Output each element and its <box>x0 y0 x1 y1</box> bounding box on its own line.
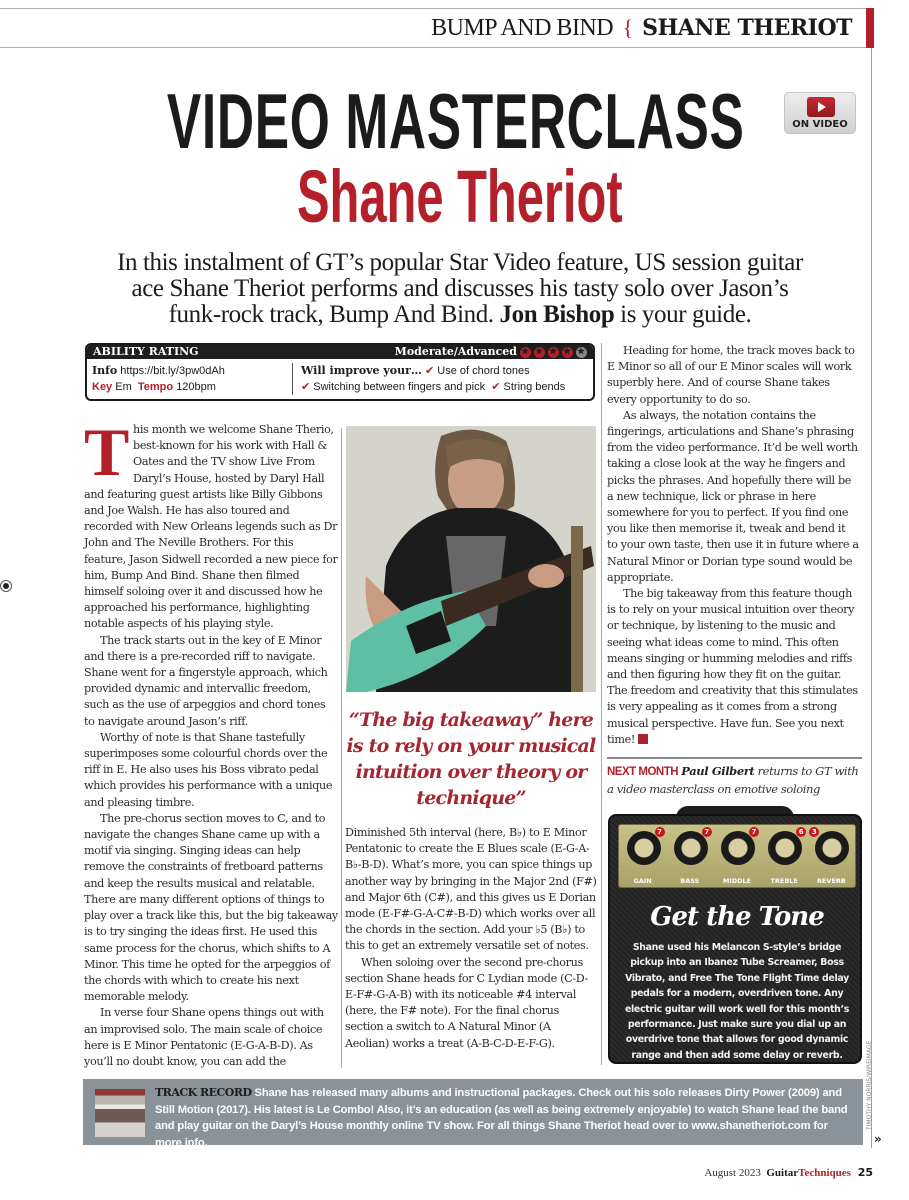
drop-cap: T <box>84 414 130 490</box>
section-tab <box>866 8 874 48</box>
track-record-body: Shane has released many albums and instructional packages. Check out his solo releases Dirty Power (2009) and Still Motion (2017). His latest is Le Combo! Also, it’s an education (as well as being extremely enjoyable) to watch Shane lead the band and play guitar on the Daryl’s House monthly online TV show. For all things Shane Theriot head over to www.shanetheriot.com for more info. <box>155 1087 848 1149</box>
guitarist-image <box>346 426 596 692</box>
running-header <box>0 8 866 48</box>
ability-rating-box <box>85 343 595 401</box>
knob-label: TREBLE <box>770 877 798 885</box>
amp-cabinet <box>608 814 862 1064</box>
knob-value: 6 <box>796 827 806 837</box>
paragraph: The big takeaway from this feature though is to rely on your musical intuition over theory or technique, by listening to the music and seeing what ideas come to mind. This often means singing or humming melodies and riffs and then figuring how they fit on the guitar. The freedom and creativity that this stimulates is very appealing as it comes from a strong musical perspective. Have fun. See you next time! <box>607 587 858 746</box>
paragraph: Heading for home, the track moves back to E Minor so all of our E Minor scales will work superbly here. And of course Shane takes every opportunity to do so. <box>607 344 855 406</box>
article-column-1 <box>84 414 338 1070</box>
paragraph: The pre-chorus section moves to C, and to navigate the changes Shane came up with a motif via singing. Singing ideas can help remove the constraints of fretboard patterns and keep the results musical and relatable. There are many different options of things to play over a track like this, but the big takeaway is to try singing the ideas first. He used this same process for the chorus, which shifts to A Minor. This time he opted for the arpeggios of the chords with which to create his next memorable melody. <box>84 811 338 1004</box>
photo-credit: TIMOTHY NORRIS/WIREIMAGE <box>866 1040 873 1130</box>
magazine-brand: Guitar <box>766 1167 799 1179</box>
star-empty-icon <box>576 347 587 358</box>
track-record-box <box>83 1079 863 1149</box>
knob-icon <box>815 831 849 865</box>
paragraph: his month we welcome Shane Therio, best-known for his work with Hall & Oates and the TV show Live From Daryl’s House, hosted by Daryl Hall and featuring guest artists like Billy Gibbons and Joe Walsh. He has also toured and recorded with New Orleans legends such as Dr John and The Neville Brothers. For this feature, Jason Sidwell recorded a new piece for him, Bump And Bind. Shane then filmed himself soloing over it and discussed how he approached his performance, highlighting notable aspects of his playing style. <box>84 423 338 631</box>
running-header-text <box>431 15 852 42</box>
knob-label: GAIN <box>633 877 652 885</box>
continue-arrow-icon: » <box>874 1132 882 1146</box>
section-name: BUMP AND BIND <box>431 15 614 41</box>
artist-name: SHANE THERIOT <box>642 15 852 41</box>
get-the-tone-title: Get the Tone <box>650 902 824 932</box>
knob-icon <box>768 831 802 865</box>
pull-quote: “The big takeaway” here is to rely on your musical intuition over theory or technique” <box>346 709 596 809</box>
key-label: Key <box>92 381 113 393</box>
ability-rating-bar <box>87 345 593 359</box>
star-filled-icon <box>520 347 531 358</box>
album-cover-thumbnail <box>95 1089 145 1137</box>
knob-icon <box>674 831 708 865</box>
registration-mark-icon <box>0 580 12 592</box>
knob-label: BASS <box>680 877 700 885</box>
article-column-3 <box>607 343 859 748</box>
improve-item: Switching between fingers and pick <box>313 381 486 393</box>
track-record-label: TRACK RECORD <box>155 1086 252 1099</box>
knob-icon <box>721 831 755 865</box>
knob-treble <box>762 825 806 887</box>
knob-label: REVERB <box>816 877 846 885</box>
knob-value: 7 <box>655 827 665 837</box>
separator-brace: { <box>622 15 633 40</box>
paragraph: When soloing over the second pre-chorus section Shane heads for C Lydian mode (C-D-E-F#-G-A-B) with its noticeable #4 interval (here, the F# note). For the final chorus section a switch to A Natural Minor (A Aeolian) works a treat (A-B-C-D-E-F-G). <box>345 955 588 1050</box>
issue-date: August 2023 <box>704 1167 761 1179</box>
tempo-label: Tempo <box>137 381 174 393</box>
standfirst-text: In this instalment of GT’s popular Star Video feature, US session guitar ace Shane Theriot performs and discusses his tasty solo over Jason’s funk-rock track, Bump And Bind. <box>117 249 803 328</box>
knob-bass <box>668 825 712 887</box>
amp-control-panel <box>618 824 856 888</box>
knob-icon <box>627 831 661 865</box>
ability-info <box>92 363 225 395</box>
gt-end-mark-icon <box>638 734 648 744</box>
ability-rating-level <box>395 345 587 359</box>
on-video-badge[interactable] <box>784 92 856 134</box>
knob-value: 7 <box>749 827 759 837</box>
column-divider <box>341 428 342 1068</box>
paragraph: The track starts out in the key of E Minor and there is a pre-recorded riff to navigate. Shane went for a fingerstyle approach, which provided dynamic and intervallic freedom, such as the use of arpeggios and chord tones to navigate around Jason’s riff. <box>84 633 328 728</box>
magazine-brand-accent: Techniques <box>798 1167 851 1179</box>
article-column-2 <box>345 825 597 1052</box>
checkmark-icon: ✔ <box>301 381 311 393</box>
will-improve <box>292 363 565 395</box>
tempo-value: 120bpm <box>176 381 216 393</box>
next-month-guest: Paul Gilbert <box>681 764 755 778</box>
track-record-text <box>155 1085 855 1151</box>
page-number: 25 <box>857 1166 873 1179</box>
checkmark-icon: ✔ <box>424 365 435 377</box>
play-icon <box>807 97 835 117</box>
info-label: Info <box>92 364 118 377</box>
next-month-teaser <box>607 757 862 798</box>
star-filled-icon <box>548 347 559 358</box>
next-month-text: returns to GT with a video masterclass on emotive soloing <box>607 764 859 796</box>
knob-label: MIDDLE <box>722 877 752 885</box>
knob-middle <box>715 825 759 887</box>
paragraph: Diminished 5th interval (here, B♭) to E Minor Pentatonic to create the E Blues scale (E-G-A-B♭-B-D). What’s more, you can spice things up another way by bringing in the Major 2nd (F#) and Major 6th (C#), and this gives us E Dorian mode (E-F#-G-A-C#-B-D) which works over all the chords in the section. Add your ♭5 (B♭) to this to get an extremely versatile set of notes. <box>345 826 597 953</box>
get-the-tone-box <box>606 806 864 1064</box>
star-filled-icon <box>534 347 545 358</box>
checkmark-icon: ✔ <box>491 381 501 393</box>
page-footer <box>704 1166 873 1179</box>
knob-value: 3 <box>809 827 819 837</box>
knob-value: 7 <box>702 827 712 837</box>
info-link[interactable]: https://bit.ly/3pw0dAh <box>120 365 225 377</box>
standfirst-text-end: is your guide. <box>614 301 752 328</box>
author-name: Jon Bishop <box>499 301 615 328</box>
page-edge-rule <box>871 48 872 1148</box>
get-the-tone-text: Shane used his Melancon S-style’s bridge pickup into an Ibanez Tube Screamer, Boss Vibrato, and Free The Tone Flight Time delay pedals for a modern, overdriven tone. Any electric guitar will work well for this month’s performance. Just make sure you dial up an overdrive tone that allows for good dynamic range and then add some delay or reverb. <box>624 942 850 1061</box>
paragraph: As always, the notation contains the fingerings, articulations and Shane’s phrasing from the video performance. It’d be well worth taking a close look at the way he fingers and picks the phrases. And hopefully there will be a new technique, lick or phrase in here somewhere for you to perfect. If you find one you like then memorise it, tweak and bend it to your own taste, then use it in future where a Natural Minor or Dorian type sound would be appropriate. <box>607 408 859 584</box>
page-title: VIDEO MASTERCLASS <box>166 77 745 165</box>
artist-photo <box>346 426 596 692</box>
level-label: Moderate/Advanced <box>394 345 517 358</box>
next-month-label: NEXT MONTH <box>607 766 679 778</box>
standfirst <box>110 250 810 328</box>
will-improve-label: Will improve your… <box>301 364 422 377</box>
page-subtitle: Shane Theriot <box>296 155 623 238</box>
knob-gain <box>621 825 665 887</box>
paragraph: Worthy of note is that Shane tastefully superimposes some colourful chords over the riff in E. He also uses his Boss vibrato pedal which provides his performance with a unique and pleasing timbre. <box>84 730 333 809</box>
on-video-label: ON VIDEO <box>792 119 848 130</box>
paragraph: In verse four Shane opens things out with an improvised solo. The main scale of choice here is E Minor Pentatonic (E-G-A-B-D). As you’ll no doubt know, you can add the <box>84 1006 324 1068</box>
column-divider <box>601 343 602 1065</box>
star-filled-icon <box>562 347 573 358</box>
improve-item: Use of chord tones <box>437 365 530 377</box>
improve-item: String bends <box>503 381 566 393</box>
key-value: Em <box>115 381 132 393</box>
ability-rating-heading: ABILITY RATING <box>93 345 199 358</box>
knob-reverb <box>809 825 853 887</box>
